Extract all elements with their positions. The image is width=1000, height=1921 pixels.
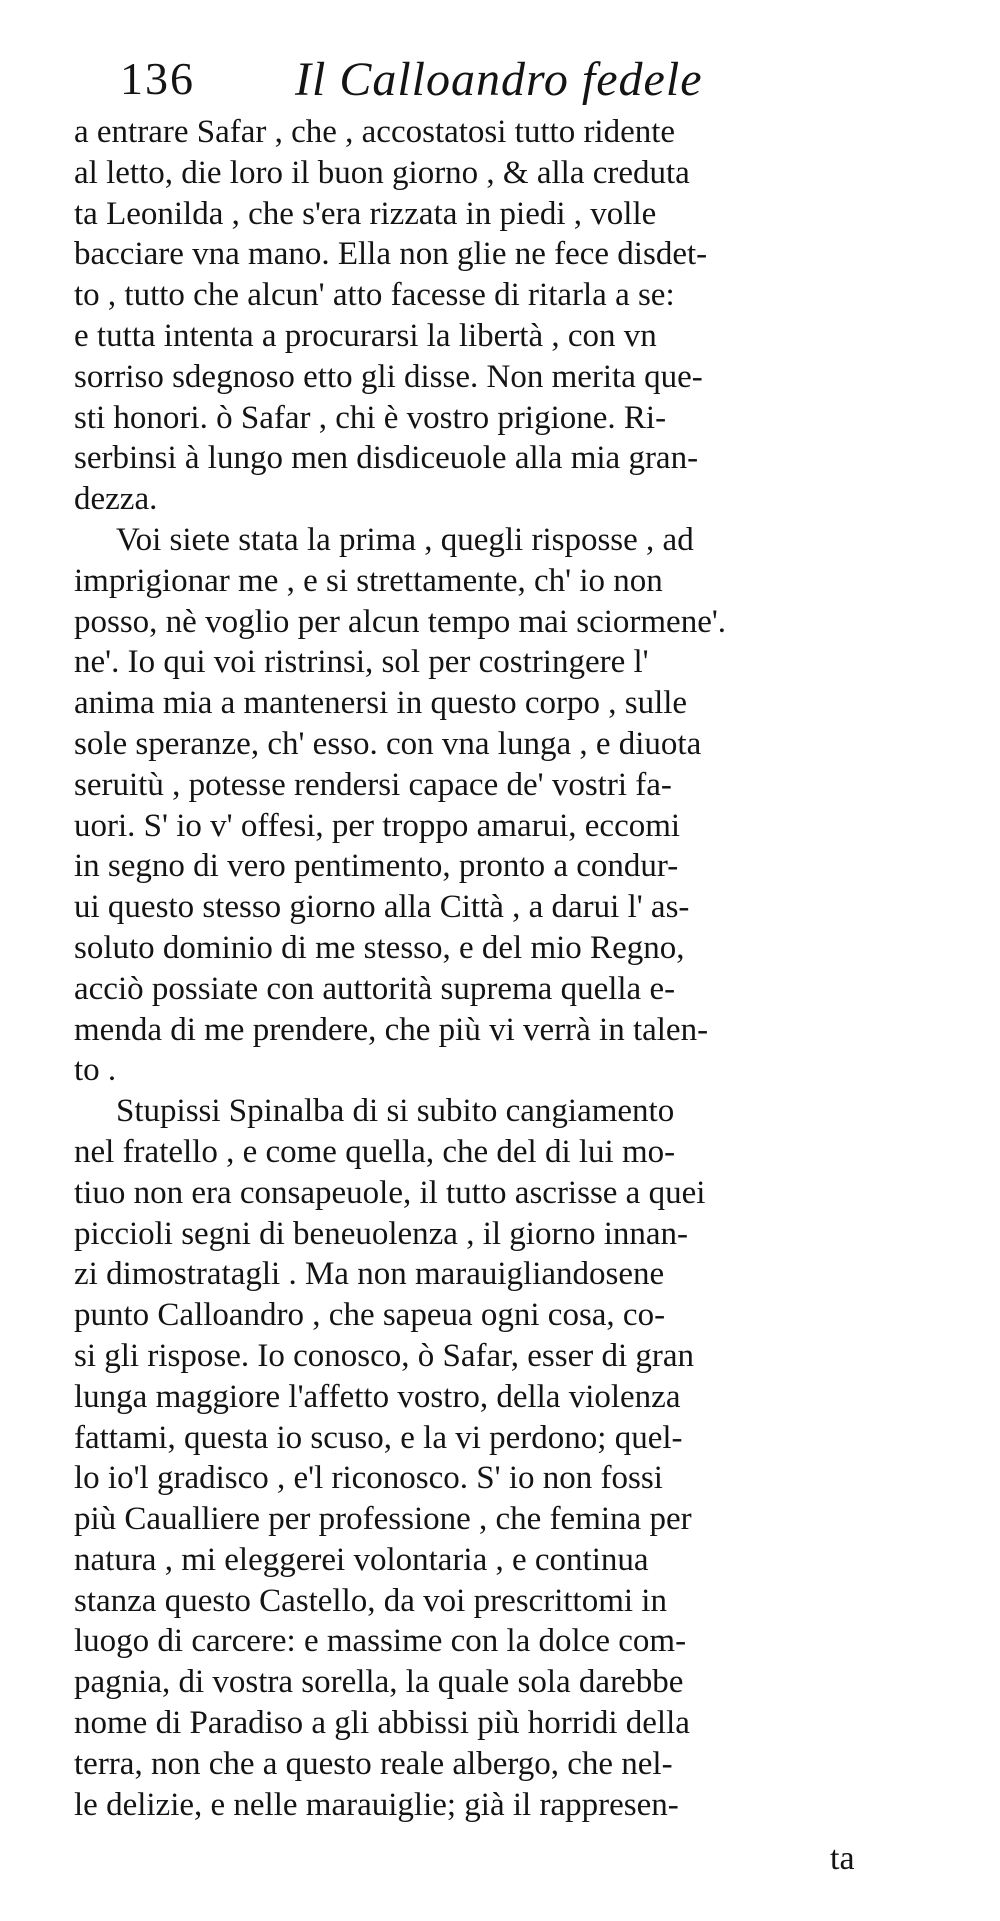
text-line: nel fratello , e come quella, che del di lui mo- [74,1133,676,1170]
text-line: pagnia, di vostra sorella, la quale sola darebbe [74,1664,684,1701]
text-line: sorriso sdegnoso etto gli disse. Non merita que- [74,358,703,395]
body-text [74,112,920,1825]
text-line: ui questo stesso giorno alla Città , a darui l' as- [74,889,690,926]
text-line: nome di Paradiso a gli abbissi più horridi della [74,1705,690,1742]
text-line: lo io'l gradisco , e'l riconosco. S' io non fossi [74,1460,663,1497]
text-line: ta Leonilda , che s'era rizzata in piedi , volle [74,195,657,232]
text-line: al letto, die loro il buon giorno , & alla creduta [74,154,690,191]
text-line: menda di me prendere, che più vi verrà in talen- [74,1011,709,1048]
text-line: imprigionar me , e si strettamente, ch' io non [74,562,663,599]
text-line: acciò possiate con auttorità suprema quella e- [74,970,676,1007]
text-line: si gli rispose. Io conosco, ò Safar, esser di gran [74,1337,695,1374]
text-line: tiuo non era consapeuole, il tutto ascrisse a quei [74,1174,706,1211]
text-line: sole speranze, ch' esso. con vna lunga , e diuota [74,725,702,762]
text-line: ne'. Io qui voi ristrinsi, sol per costringere l' [74,644,649,681]
text-line: stanza questo Castello, da voi prescrittomi in [74,1582,667,1619]
running-head [120,52,920,112]
page-number: 136 [120,53,195,104]
text-line: serbinsi à lungo men disdiceuole alla mia gran- [74,440,699,477]
text-line: to , tutto che alcun' atto facesse di ritarla a se: [74,277,675,314]
text-line: lunga maggiore l'affetto vostro, della violenza [74,1378,681,1415]
catchword: ta [830,1840,855,1877]
text-line: più Caualliere per professione , che femina per [74,1501,692,1538]
running-title: Il Calloandro fedele [295,53,703,106]
text-line: posso, nè voglio per alcun tempo mai sciormene'. [74,603,727,640]
text-line: soluto dominio di me stesso, e del mio Regno, [74,929,685,966]
text-line: a entrare Safar , che , accostatosi tutto ridente [74,114,676,150]
text-line: zi dimostratagli . Ma non marauigliandosene [74,1256,665,1293]
text-line: le delizie, e nelle marauiglie; già il rappresen- [74,1786,679,1823]
text-line: natura , mi eleggerei volontaria , e continua [74,1541,649,1578]
text-line: Voi siete stata la prima , quegli risposse , ad [116,521,694,558]
text-line: bacciare vna mano. Ella non glie ne fece disdet- [74,236,708,273]
text-line: terra, non che a questo reale albergo, che nel- [74,1745,673,1782]
text-line: e tutta intenta a procurarsi la libertà , con vn [74,317,657,354]
text-line: in segno di vero pentimento, pronto a condur- [74,848,679,885]
text-line: sti honori. ò Safar , chi è vostro prigione. Ri- [74,399,667,436]
text-line: Stupissi Spinalba di si subito cangiamento [116,1093,675,1130]
text-line: piccioli segni di beneuolenza , il giorno innan- [74,1215,688,1252]
text-line: dezza. [74,481,158,518]
text-line: punto Calloandro , che sapeua ogni cosa, co- [74,1297,666,1334]
text-line: uori. S' io v' offesi, per troppo amarui, eccomi [74,807,681,844]
text-line: fattami, questa io scuso, e la vi perdono; quel- [74,1419,683,1456]
text-line: anima mia a mantenersi in questo corpo , sulle [74,685,688,722]
text-line: seruitù , potesse rendersi capace de' vostri fa- [74,766,672,803]
text-line: luogo di carcere: e massime con la dolce com- [74,1623,687,1660]
text-line: to . [74,1052,117,1089]
